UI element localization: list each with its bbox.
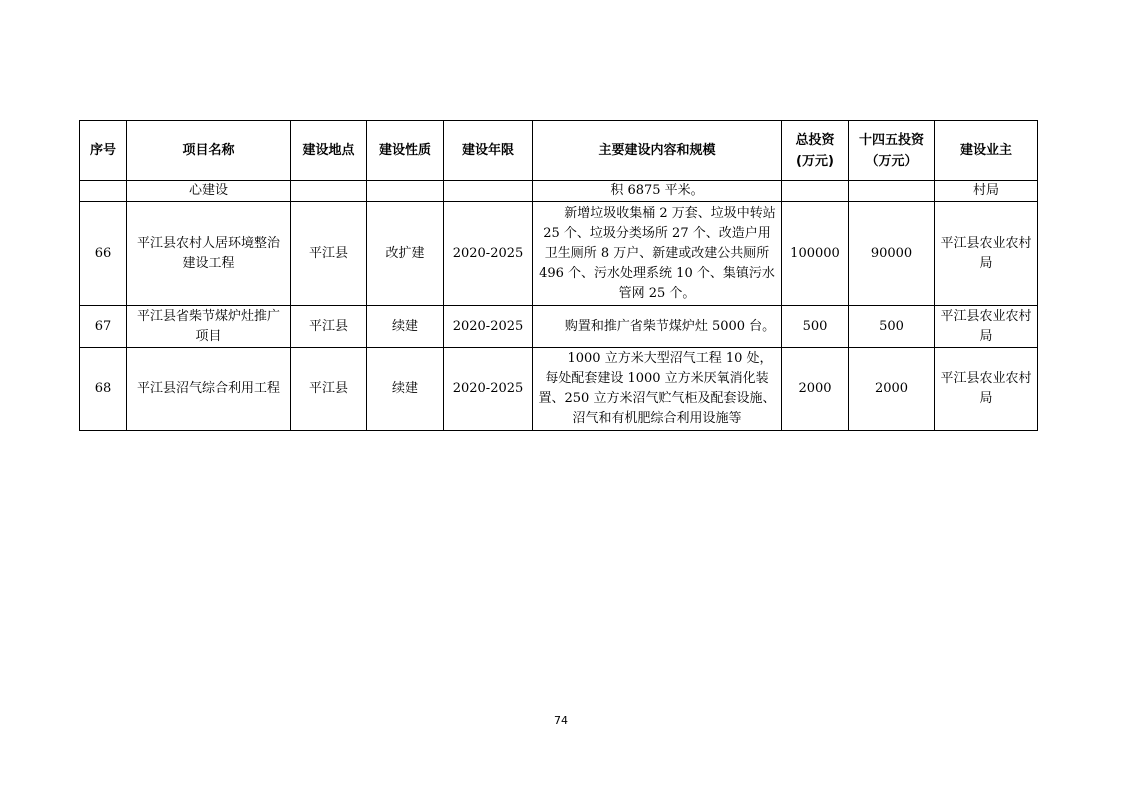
cell-nature: 续建 xyxy=(367,348,444,431)
cell-owner: 平江县农业农村局 xyxy=(935,306,1038,348)
header-plan-investment xyxy=(849,121,935,181)
cell-period: 2020-2025 xyxy=(444,306,533,348)
cell-plan: 90000 xyxy=(849,202,935,306)
header-plan-line1: 十四五投资 xyxy=(858,132,924,148)
cell-content: 1000 立方米大型沼气工程 10 处，每处配套建设 1000 立方米厌氧消化装置、250 立方米沼气贮气柜及配套设施、沼气和有机肥综合利用设施等 xyxy=(533,348,782,431)
cell-location xyxy=(291,181,367,202)
header-total-line2: (万元) xyxy=(796,153,834,169)
header-plan-line2: （万元） xyxy=(865,153,918,169)
header-period: 建设年限 xyxy=(444,121,533,181)
header-content: 主要建设内容和规模 xyxy=(533,121,782,181)
cell-period xyxy=(444,181,533,202)
cell-period: 2020-2025 xyxy=(444,202,533,306)
header-owner: 建设业主 xyxy=(935,121,1038,181)
header-name: 项目名称 xyxy=(127,121,291,181)
cell-name: 心建设 xyxy=(127,181,291,202)
cell-nature: 改扩建 xyxy=(367,202,444,306)
header-nature: 建设性质 xyxy=(367,121,444,181)
table-row xyxy=(80,202,1038,306)
cell-seq: 67 xyxy=(80,306,127,348)
header-location: 建设地点 xyxy=(291,121,367,181)
header-total-investment xyxy=(782,121,849,181)
cell-content: 购置和推广省柴节煤炉灶 5000 台。 xyxy=(533,306,782,348)
cell-total: 2000 xyxy=(782,348,849,431)
cell-location: 平江县 xyxy=(291,348,367,431)
cell-plan: 500 xyxy=(849,306,935,348)
table-row xyxy=(80,348,1038,431)
cell-seq xyxy=(80,181,127,202)
table-header-row xyxy=(80,121,1038,181)
cell-content: 积 6875 平米。 xyxy=(533,181,782,202)
cell-plan: 2000 xyxy=(849,348,935,431)
cell-total: 100000 xyxy=(782,202,849,306)
cell-nature xyxy=(367,181,444,202)
header-seq: 序号 xyxy=(80,121,127,181)
cell-seq: 68 xyxy=(80,348,127,431)
cell-period: 2020-2025 xyxy=(444,348,533,431)
page-number: 74 xyxy=(554,714,568,727)
cell-location: 平江县 xyxy=(291,202,367,306)
table-row xyxy=(80,306,1038,348)
cell-plan xyxy=(849,181,935,202)
table-row xyxy=(80,181,1038,202)
cell-owner: 平江县农业农村局 xyxy=(935,202,1038,306)
project-table xyxy=(79,120,1038,431)
cell-owner: 村局 xyxy=(935,181,1038,202)
cell-content: 新增垃圾收集桶 2 万套、垃圾中转站 25 个、垃圾分类场所 27 个、改造户用卫生厕所 8 万户、新建或改建公共厕所 496 个、污水处理系统 10 个、集镇污水管网 25 个。 xyxy=(533,202,782,306)
header-total-line1: 总投资 xyxy=(795,132,835,148)
cell-owner: 平江县农业农村局 xyxy=(935,348,1038,431)
cell-total: 500 xyxy=(782,306,849,348)
cell-seq: 66 xyxy=(80,202,127,306)
cell-name: 平江县沼气综合利用工程 xyxy=(127,348,291,431)
cell-total xyxy=(782,181,849,202)
cell-nature: 续建 xyxy=(367,306,444,348)
cell-name: 平江县省柴节煤炉灶推广项目 xyxy=(127,306,291,348)
cell-name: 平江县农村人居环境整治建设工程 xyxy=(127,202,291,306)
cell-location: 平江县 xyxy=(291,306,367,348)
